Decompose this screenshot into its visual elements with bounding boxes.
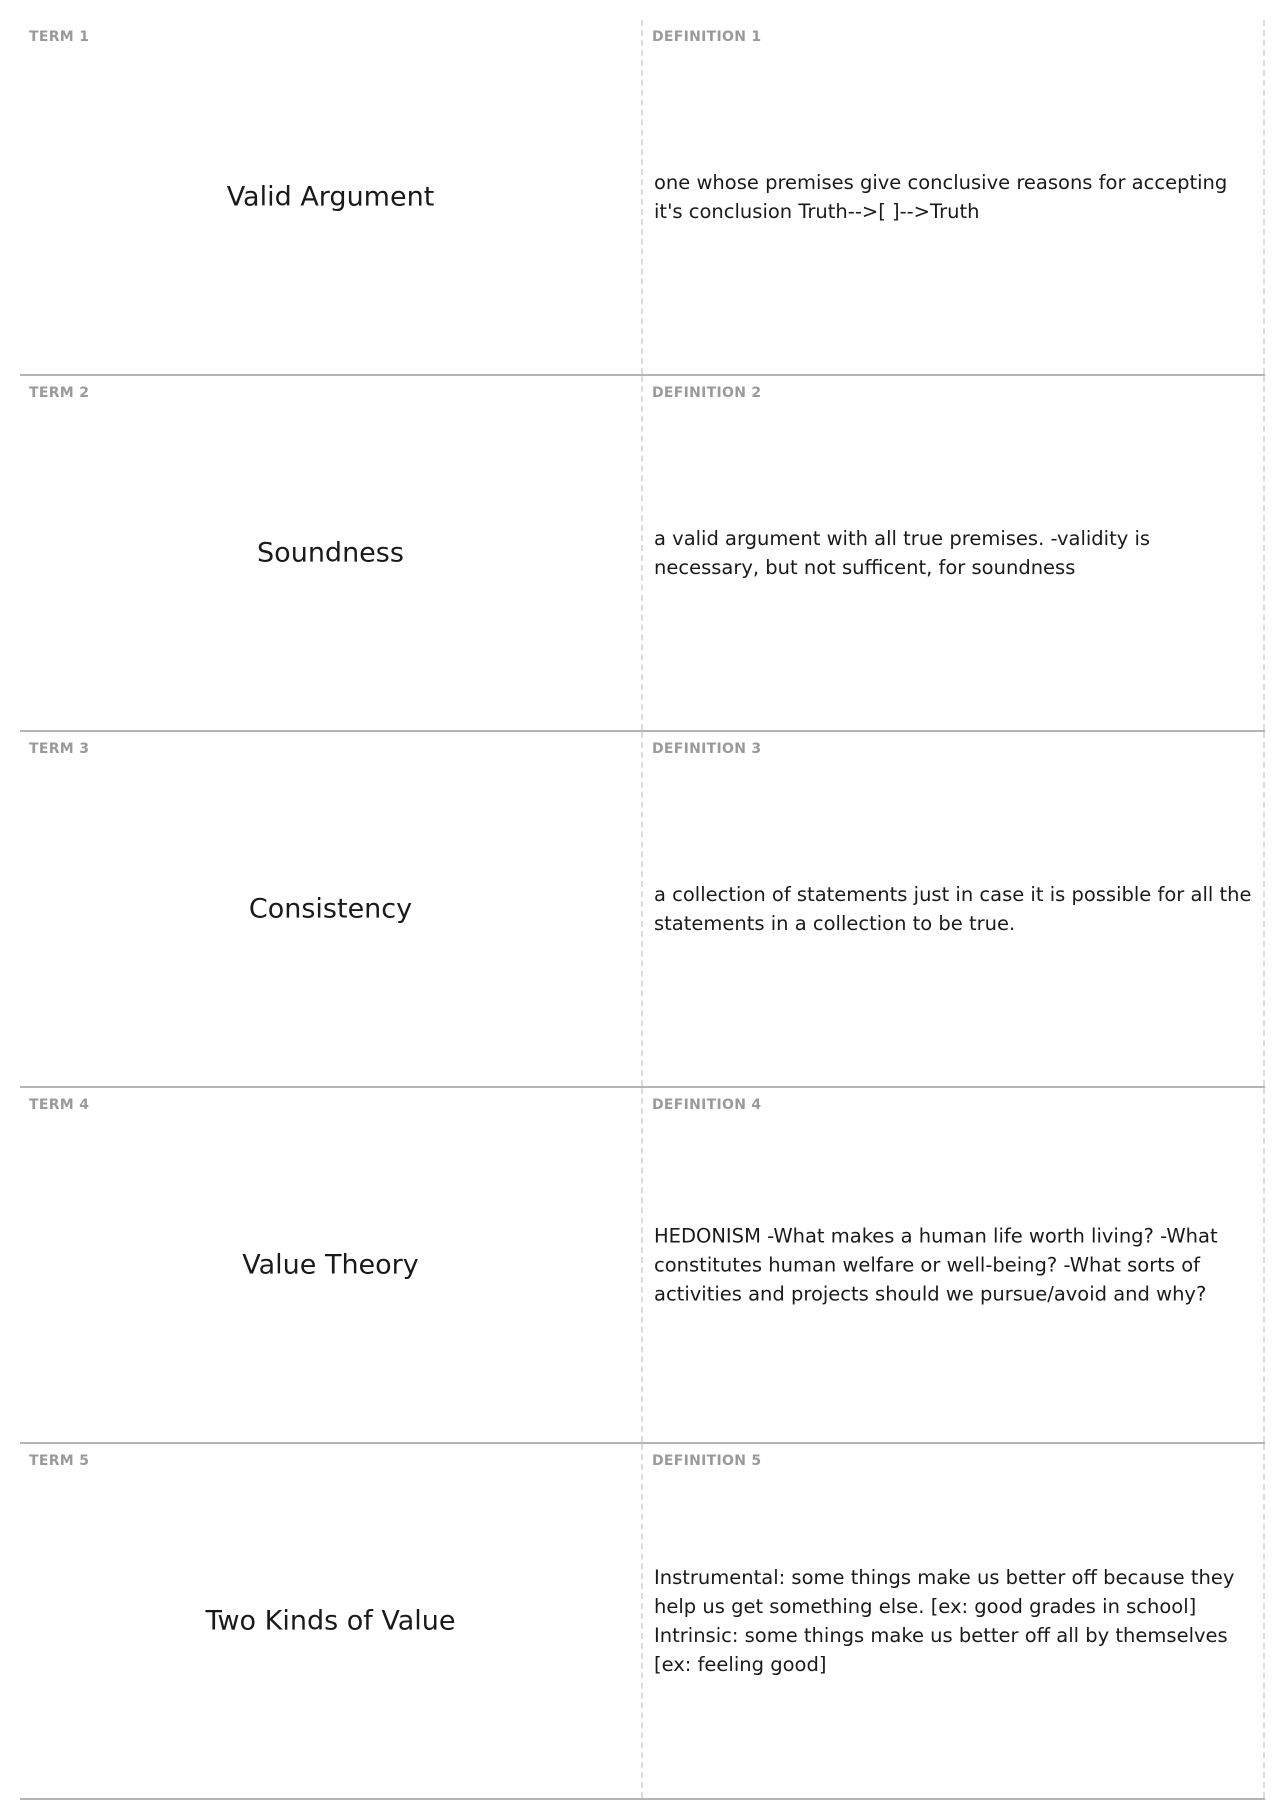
term-label: TERM 4	[29, 1097, 90, 1113]
definition-label: DEFINITION 5	[652, 1453, 762, 1469]
term-cell	[20, 732, 643, 1086]
definition-text: a collection of statements just in case it is possible for all the statements in a collection to be true.	[654, 883, 1252, 935]
definition-cell	[643, 1444, 1265, 1798]
flashcard-row-3	[20, 732, 1265, 1088]
term-text: Two Kinds of Value	[205, 1605, 456, 1637]
term-cell	[20, 1088, 643, 1442]
term-text: Consistency	[248, 893, 413, 925]
definition-label: DEFINITION 2	[652, 385, 762, 401]
term-label: TERM 3	[29, 741, 90, 757]
term-label: TERM 1	[29, 29, 90, 45]
definition-label: DEFINITION 3	[652, 741, 762, 757]
definition-label: DEFINITION 4	[652, 1097, 762, 1113]
flashcard-row-5	[20, 1444, 1265, 1800]
term-cell	[20, 20, 643, 374]
flashcard-sheet	[20, 20, 1265, 1800]
definition-text: HEDONISM -What makes a human life worth living? -What constitutes human welfare or well-being? -What sorts of activities and projects should we pursue/avoid and why?	[654, 1224, 1218, 1306]
flashcard-row-4	[20, 1088, 1265, 1444]
term-text: Valid Argument	[226, 181, 435, 213]
term-cell	[20, 1444, 643, 1798]
flashcard-row-1	[20, 20, 1265, 376]
term-label: TERM 5	[29, 1453, 90, 1469]
definition-label: DEFINITION 1	[652, 29, 762, 45]
term-label: TERM 2	[29, 385, 90, 401]
definition-cell	[643, 732, 1265, 1086]
definition-text: Instrumental: some things make us better off because they help us get something else. [ex: good grades in school] Intrinsic: some things make us better off all by themselves [ex: feeling good]	[654, 1566, 1235, 1676]
definition-cell	[643, 20, 1265, 374]
term-text: Value Theory	[242, 1249, 419, 1281]
term-cell	[20, 376, 643, 730]
definition-cell	[643, 1088, 1265, 1442]
definition-cell	[643, 376, 1265, 730]
definition-text: a valid argument with all true premises. -validity is necessary, but not sufficent, for soundness	[654, 527, 1151, 579]
flashcard-row-2	[20, 376, 1265, 732]
definition-text: one whose premises give conclusive reasons for accepting it's conclusion Truth-->[ ]-->Truth	[654, 171, 1228, 223]
term-text: Soundness	[257, 537, 404, 569]
